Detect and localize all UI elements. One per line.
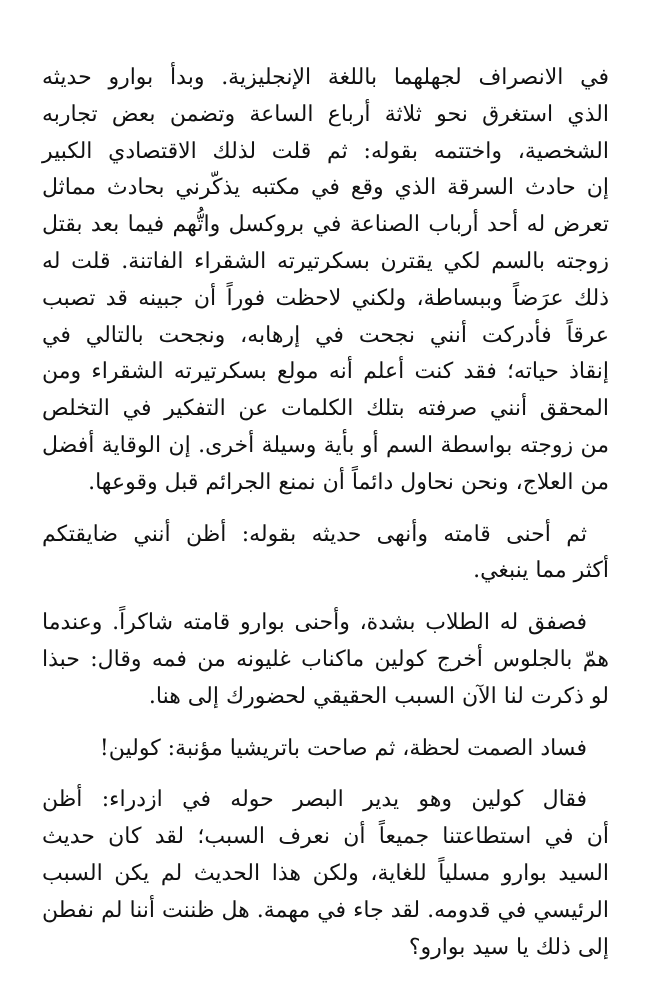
text-line: ثم أحنى قامته وأنهى حديثه بقوله: أظن أنني ضايقتكم: [42, 521, 587, 547]
text-line: إلى ذلك يا سيد بوارو؟: [408, 934, 609, 960]
text-line: إن حادث السرقة الذي وقع في مكتبه يذكّرني بحادث مماثل: [42, 175, 609, 201]
text-line: السيد بوارو مسلياً للغاية، ولكن هذا الحديث لم يكن السبب: [42, 860, 610, 886]
text-line: فصفق له الطلاب بشدة، وأحنى بوارو قامته شاكراً. وعندما: [42, 610, 587, 636]
text-line: تعرض له أحد أرباب الصناعة في بروكسل واتُّهم فيما بعد بقتل: [42, 212, 609, 238]
text-line: ذلك عرَضاً وببساطة، ولكني لاحظت فوراً أن جبينه قد تصبب: [42, 285, 609, 311]
text-line: الرئيسي في قدومه. لقد جاء في مهمة. هل ظننت أننا لم نفطن: [42, 897, 609, 923]
text-line: الذي استغرق نحو ثلاثة أرباع الساعة وتضمن بعض تجاربه: [42, 101, 609, 127]
text-line: زوجته بالسم لكي يقترن بسكرتيرته الشقراء الفاتنة. قلت له: [42, 248, 609, 274]
text-line: عرقاً فأدركت أنني نجحت في إرهابه، ونجحت بالتالي في: [42, 322, 609, 348]
paragraph: [42, 731, 609, 768]
text-line: من زوجته بواسطة السم أو بأية وسيلة أخرى. إن الوقاية أفضل: [42, 432, 609, 458]
text-line: أن في استطاعتنا جميعاً أن نعرف السبب؛ لقد كان حديث: [42, 824, 609, 850]
text-line: أكثر مما ينبغي.: [473, 558, 609, 584]
paragraph: [42, 605, 609, 715]
text-line: همّ بالجلوس أخرج كولين ماكناب غليونه من فمه وقال: حبذا: [42, 646, 609, 672]
text-line: إنقاذ حياته؛ فقد كنت أعلم أنه مولع بسكرتيرته الشقراء ومن: [42, 359, 609, 385]
text-line: لو ذكرت لنا الآن السبب الحقيقي لحضورك إلى هنا.: [148, 683, 609, 709]
text-line: في الانصراف لجهلهما باللغة الإنجليزية. وبدأ بوارو حديثه: [42, 65, 609, 90]
paragraph: [42, 782, 609, 966]
text-line: المحقق أنني صرفته بتلك الكلمات عن التفكير في التخلص: [42, 396, 609, 422]
paragraph: [42, 517, 609, 591]
paragraph: [42, 60, 609, 502]
text-line: من العلاج، ونحن نحاول دائماً أن نمنع الجرائم قبل وقوعها.: [88, 469, 609, 495]
text-line: الشخصية، واختتمه بقوله: ثم قلت لذلك الاقتصادي الكبير: [42, 138, 609, 164]
text-line: فساد الصمت لحظة، ثم صاحت باتريشيا مؤنبة: كولين!: [99, 735, 587, 761]
text-line: فقال كولين وهو يدير البصر حوله في ازدراء: أظن: [42, 787, 587, 813]
